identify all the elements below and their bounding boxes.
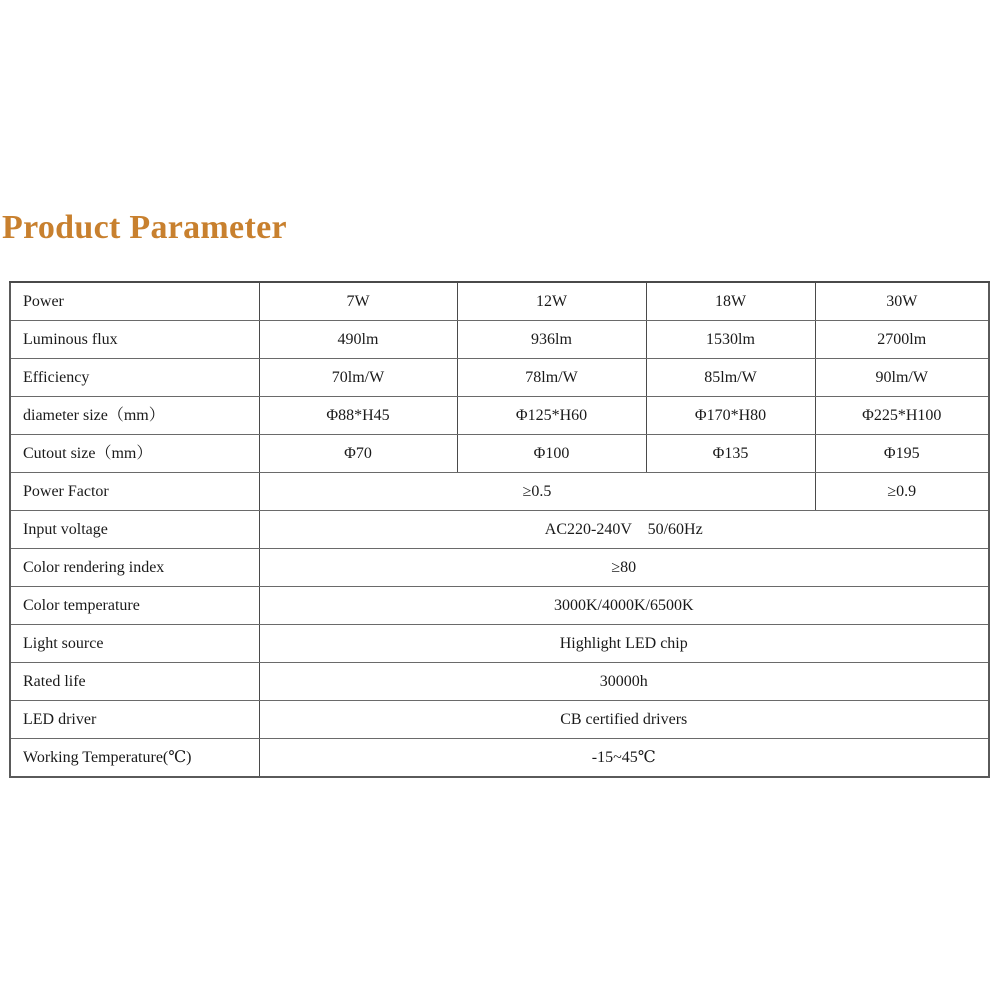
- cell-power-factor-30w: ≥0.9: [815, 473, 989, 511]
- cell-efficiency-30w: 90lm/W: [815, 359, 989, 397]
- table-row-input-voltage: [10, 511, 989, 549]
- cell-cutout-size-7w: Φ70: [259, 435, 457, 473]
- cell-cutout-size-30w: Φ195: [815, 435, 989, 473]
- cell-color-rendering-index: ≥80: [259, 549, 989, 587]
- row-label-working-temperature: Working Temperature(℃): [10, 739, 259, 778]
- cell-luminous-flux-30w: 2700lm: [815, 321, 989, 359]
- cell-efficiency-7w: 70lm/W: [259, 359, 457, 397]
- product-parameter-table: [9, 281, 990, 778]
- table-row-light-source: [10, 625, 989, 663]
- page-title: Product Parameter: [2, 209, 287, 246]
- table-row-diameter-size: [10, 397, 989, 435]
- cell-power-18w: 18W: [646, 282, 815, 321]
- cell-diameter-size-18w: Φ170*H80: [646, 397, 815, 435]
- table-row-power: [10, 282, 989, 321]
- row-label-power-factor: Power Factor: [10, 473, 259, 511]
- cell-working-temperature: -15~45℃: [259, 739, 989, 778]
- cell-power-factor-low: ≥0.5: [259, 473, 815, 511]
- row-label-luminous-flux: Luminous flux: [10, 321, 259, 359]
- row-label-color-rendering-index: Color rendering index: [10, 549, 259, 587]
- table-row-luminous-flux: [10, 321, 989, 359]
- cell-efficiency-12w: 78lm/W: [457, 359, 646, 397]
- table-row-led-driver: [10, 701, 989, 739]
- cell-luminous-flux-12w: 936lm: [457, 321, 646, 359]
- row-label-diameter-size: diameter size（mm）: [10, 397, 259, 435]
- cell-efficiency-18w: 85lm/W: [646, 359, 815, 397]
- row-label-power: Power: [10, 282, 259, 321]
- cell-power-7w: 7W: [259, 282, 457, 321]
- cell-cutout-size-18w: Φ135: [646, 435, 815, 473]
- table-row-color-temperature: [10, 587, 989, 625]
- cell-diameter-size-30w: Φ225*H100: [815, 397, 989, 435]
- cell-input-voltage: AC220-240V 50/60Hz: [259, 511, 989, 549]
- row-label-efficiency: Efficiency: [10, 359, 259, 397]
- table-row-power-factor: [10, 473, 989, 511]
- row-label-light-source: Light source: [10, 625, 259, 663]
- cell-led-driver: CB certified drivers: [259, 701, 989, 739]
- cell-rated-life: 30000h: [259, 663, 989, 701]
- table-row-cutout-size: [10, 435, 989, 473]
- row-label-rated-life: Rated life: [10, 663, 259, 701]
- table-row-working-temperature: [10, 739, 989, 778]
- row-label-cutout-size: Cutout size（mm）: [10, 435, 259, 473]
- table-row-color-rendering-index: [10, 549, 989, 587]
- cell-power-30w: 30W: [815, 282, 989, 321]
- row-label-led-driver: LED driver: [10, 701, 259, 739]
- cell-diameter-size-7w: Φ88*H45: [259, 397, 457, 435]
- row-label-color-temperature: Color temperature: [10, 587, 259, 625]
- cell-power-12w: 12W: [457, 282, 646, 321]
- cell-color-temperature: 3000K/4000K/6500K: [259, 587, 989, 625]
- cell-cutout-size-12w: Φ100: [457, 435, 646, 473]
- cell-light-source: Highlight LED chip: [259, 625, 989, 663]
- row-label-input-voltage: Input voltage: [10, 511, 259, 549]
- cell-luminous-flux-7w: 490lm: [259, 321, 457, 359]
- table-row-efficiency: [10, 359, 989, 397]
- table-row-rated-life: [10, 663, 989, 701]
- cell-diameter-size-12w: Φ125*H60: [457, 397, 646, 435]
- cell-luminous-flux-18w: 1530lm: [646, 321, 815, 359]
